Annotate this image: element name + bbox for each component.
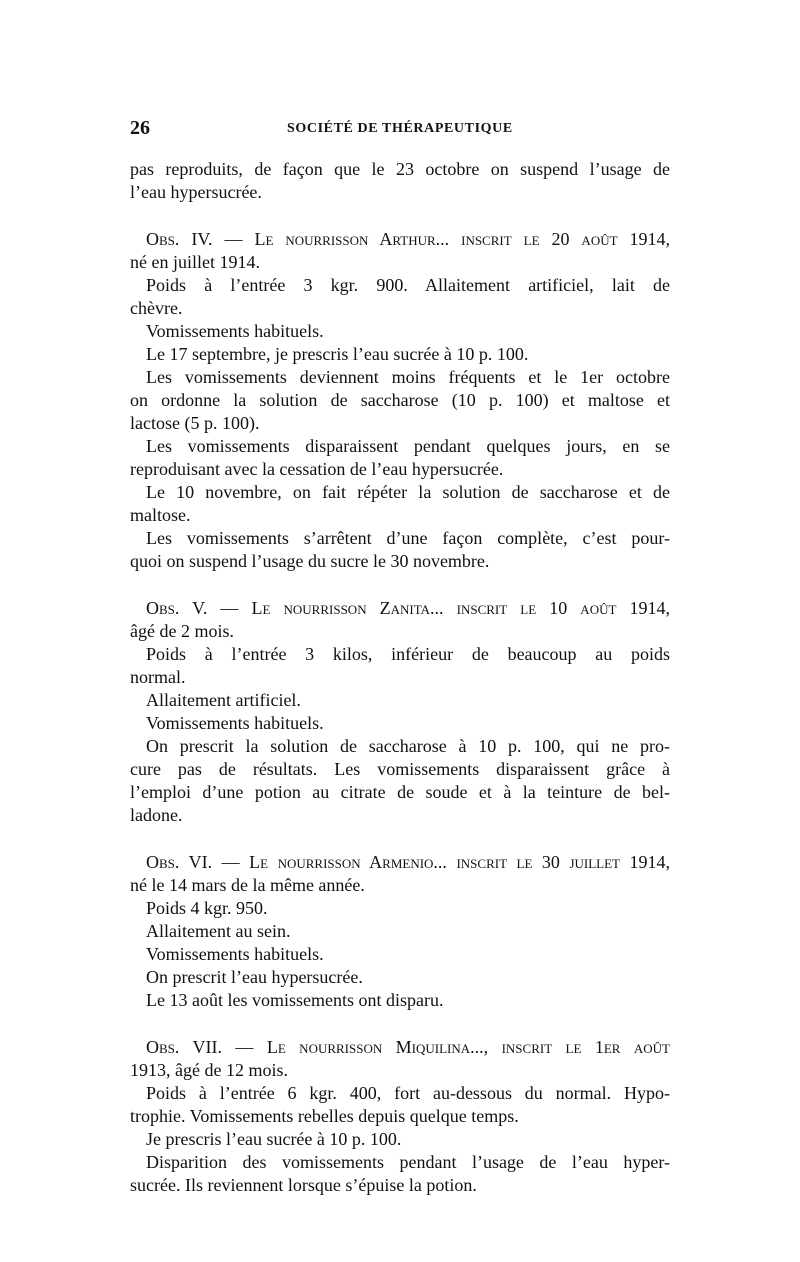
paragraph xyxy=(130,735,670,827)
text-line: 1913, âgé de 12 mois. xyxy=(130,1060,288,1080)
paragraph xyxy=(130,689,670,712)
paragraph xyxy=(130,897,670,920)
paragraph xyxy=(130,643,670,689)
text-line: né le 14 mars de la même année. xyxy=(130,875,365,895)
text-line: Vomissements habituels. xyxy=(146,713,324,733)
paragraph xyxy=(130,228,670,274)
running-head: SOCIÉTÉ DE THÉRAPEUTIQUE xyxy=(287,121,513,136)
paragraph xyxy=(130,1036,670,1082)
text-line: l’eau hypersucrée. xyxy=(130,182,262,202)
paragraph xyxy=(130,1128,670,1151)
text-line: normal. xyxy=(130,667,186,687)
section-gap xyxy=(130,1012,670,1036)
text-line: Poids à l’entrée 3 kgr. 900. Allaitement artificiel, lait de xyxy=(146,275,670,295)
paragraph xyxy=(130,920,670,943)
text-line: Le 13 août les vomissements ont disparu. xyxy=(146,990,444,1010)
text-line: âgé de 2 mois. xyxy=(130,621,234,641)
text-line: reproduisant avec la cessation de l’eau hypersucrée. xyxy=(130,459,504,479)
page-number: 26 xyxy=(130,117,150,139)
observation-heading: Obs. IV. — Le nourrisson Arthur... inscrit le 20 août 1914, xyxy=(146,229,670,249)
text-line: Les vomissements disparaissent pendant quelques jours, en se xyxy=(146,436,670,456)
text-line: trophie. Vomissements rebelles depuis quelque temps. xyxy=(130,1106,519,1126)
paragraph xyxy=(130,274,670,320)
text-line: Poids à l’entrée 3 kilos, inférieur de beaucoup au poids xyxy=(146,644,670,664)
paragraph xyxy=(130,712,670,735)
text-line: Le 10 novembre, on fait répéter la solution de saccharose et de xyxy=(146,482,670,502)
text-line: Les vomissements deviennent moins fréquents et le 1er octobre xyxy=(146,367,670,387)
paragraph xyxy=(130,481,670,527)
text-line: quoi on suspend l’usage du sucre le 30 novembre. xyxy=(130,551,490,571)
paragraph xyxy=(130,966,670,989)
paragraph xyxy=(130,1151,670,1197)
paragraph xyxy=(130,989,670,1012)
observation-heading: Obs. V. — Le nourrisson Zanita... inscrit le 10 août 1914, xyxy=(146,598,670,618)
text-line: l’emploi d’une potion au citrate de soude et à la teinture de bel- xyxy=(130,782,670,802)
paragraph xyxy=(130,1082,670,1128)
text-line: maltose. xyxy=(130,505,191,525)
observation-heading: Obs. VII. — Le nourrisson Miquilina..., inscrit le 1er août xyxy=(146,1037,670,1057)
section-gap xyxy=(130,204,670,228)
paragraph xyxy=(130,435,670,481)
section-gap xyxy=(130,827,670,851)
text-line: On prescrit l’eau hypersucrée. xyxy=(146,967,363,987)
paragraph xyxy=(130,527,670,573)
text-line: chèvre. xyxy=(130,298,183,318)
section-gap xyxy=(130,573,670,597)
text-line: Poids à l’entrée 6 kgr. 400, fort au-dessous du normal. Hypo- xyxy=(146,1083,670,1103)
text-line: Disparition des vomissements pendant l’usage de l’eau hyper- xyxy=(146,1152,670,1172)
page-header xyxy=(130,117,670,141)
paragraph xyxy=(130,943,670,966)
text-line: Vomissements habituels. xyxy=(146,944,324,964)
text-line: Je prescris l’eau sucrée à 10 p. 100. xyxy=(146,1129,402,1149)
text-line: Vomissements habituels. xyxy=(146,321,324,341)
text-line: Les vomissements s’arrêtent d’une façon complète, c’est pour- xyxy=(146,528,670,548)
paragraph xyxy=(130,597,670,643)
text-line: Allaitement au sein. xyxy=(146,921,291,941)
page-body xyxy=(130,158,670,1197)
text-line: né en juillet 1914. xyxy=(130,252,260,272)
paragraph xyxy=(130,343,670,366)
observation-heading: Obs. VI. — Le nourrisson Armenio... inscrit le 30 juillet 1914, xyxy=(146,852,670,872)
paragraph xyxy=(130,851,670,897)
text-line: on ordonne la solution de saccharose (10 p. 100) et maltose et xyxy=(130,390,670,410)
paragraph xyxy=(130,320,670,343)
text-line: lactose (5 p. 100). xyxy=(130,413,260,433)
text-line: Allaitement artificiel. xyxy=(146,690,301,710)
paragraph xyxy=(130,158,670,204)
text-line: Poids 4 kgr. 950. xyxy=(146,898,268,918)
text-line: ladone. xyxy=(130,805,183,825)
text-line: On prescrit la solution de saccharose à 10 p. 100, qui ne pro- xyxy=(146,736,670,756)
text-line: sucrée. Ils reviennent lorsque s’épuise la potion. xyxy=(130,1175,477,1195)
text-line: Le 17 septembre, je prescris l’eau sucrée à 10 p. 100. xyxy=(146,344,529,364)
text-line: pas reproduits, de façon que le 23 octobre on suspend l’usage de xyxy=(130,159,670,179)
paragraph xyxy=(130,366,670,435)
text-line: cure pas de résultats. Les vomissements disparaissent grâce à xyxy=(130,759,670,779)
